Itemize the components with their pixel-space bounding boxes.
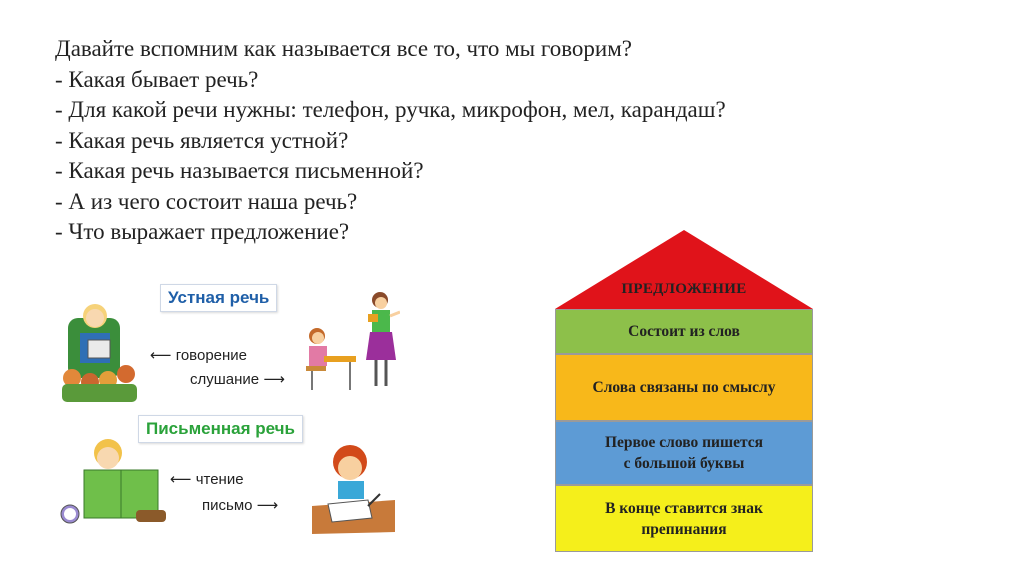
arrow-left-icon: ⟵ (170, 470, 192, 488)
question-line: - Какая речь является устной? (55, 127, 349, 153)
arrow-left-icon: ⟵ (150, 346, 172, 364)
arrow-right-icon: ⟶ (263, 370, 285, 388)
writing-label (202, 496, 278, 514)
question-line: Давайте вспомним как называется все то, что мы говорим? (55, 36, 632, 61)
reading-adult-icon (62, 304, 137, 402)
house-floor (555, 421, 813, 485)
speaking-text: говорение (175, 347, 248, 364)
floor-text: Слова связаны по смыслу (592, 379, 776, 396)
floor-text: Состоит из слов (628, 323, 740, 340)
boy-reading-icon (61, 439, 166, 523)
question-line: - Что выражает предложение? (55, 219, 350, 244)
question-line: - Какая речь называется письменной? (55, 158, 424, 183)
question-line: - Какая бывает речь? (55, 66, 259, 92)
questions-block (55, 34, 855, 248)
floor-text: Первое слово пишется с большой буквы (604, 434, 764, 472)
roof (553, 229, 815, 311)
house-floor (555, 354, 813, 421)
speaking-label (150, 346, 247, 364)
reading-text: чтение (195, 471, 244, 488)
girl-writing-icon (312, 445, 395, 534)
question-line: - Для какой речи нужны: телефон, ручка, микрофон, мел, карандаш? (55, 97, 726, 122)
teacher-icon (366, 292, 400, 386)
question-line: - А из чего состоит наша речь? (55, 188, 358, 214)
roof-label: ПРЕДЛОЖЕНИЕ (621, 281, 747, 297)
reading-label (170, 470, 244, 488)
listening-label (190, 370, 285, 388)
arrow-right-icon: ⟶ (256, 496, 279, 514)
oral-speech-label: Устная речь (160, 284, 277, 312)
writing-text: письмо (202, 497, 253, 514)
floor-text: В конце ставится знак препинания (605, 499, 763, 538)
house-floor (555, 309, 813, 354)
speech-types-illustration (50, 278, 400, 540)
sentence-house-diagram (553, 229, 815, 552)
written-speech-label: Письменная речь (138, 415, 303, 443)
house-floor (555, 485, 813, 552)
listening-text: слушание (190, 371, 260, 388)
pupil-at-desk-icon (306, 328, 356, 390)
